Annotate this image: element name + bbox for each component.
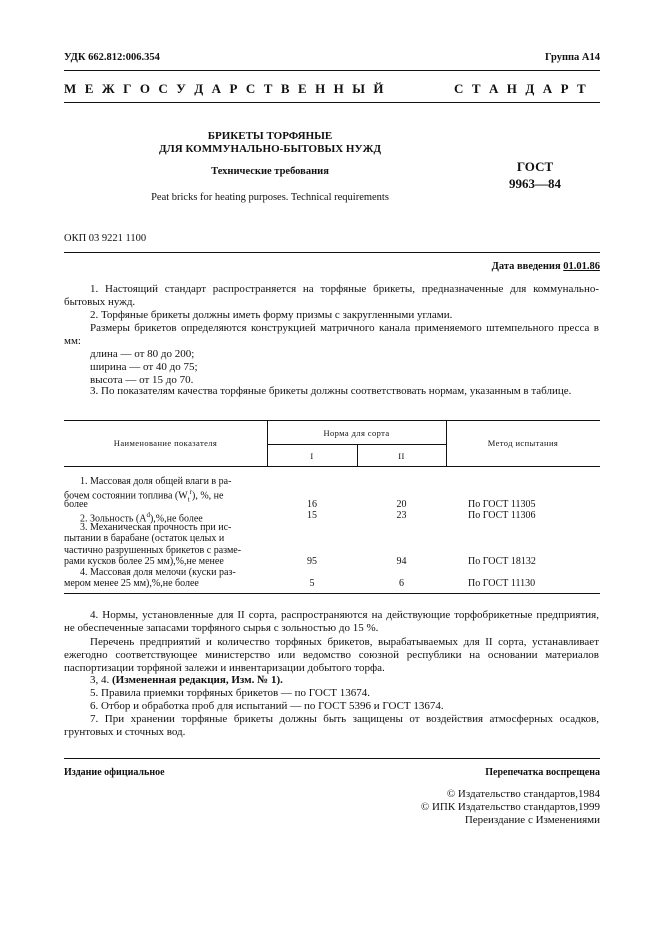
para-4: 3. По показателям качества торфяные брикеты должны соответствовать нормам, указанным в таблице. <box>90 385 572 397</box>
col-method: Метод испытания <box>487 438 559 448</box>
row1-name-3: более <box>64 499 88 510</box>
note-7: 7. При хранении торфяные брикеты должны быть защищены от воздействия атмосферных осадков, грунтовых и сточных вод. <box>64 713 599 738</box>
banner-standard: С Т А Н Д А Р Т <box>454 81 589 96</box>
row1-grade-2: 20 <box>396 499 407 510</box>
reprint-notice: Перепечатка воспрещена <box>485 767 600 778</box>
top-rule <box>64 70 600 71</box>
row1-method: По ГОСТ 11305 <box>468 499 536 510</box>
title-line-2: ДЛЯ КОММУНАЛЬНО-БЫТОВЫХ НУЖД <box>158 143 382 155</box>
note-4: 4. Нормы, установленные для II сорта, распространяются на действующие торфобрикетные предприятия, не обеспеченные запасами торфяного сырья с зольностью до 15 %. <box>64 609 599 634</box>
intro-date <box>492 261 600 272</box>
row4-method: По ГОСТ 11130 <box>468 578 536 589</box>
banner-rule <box>64 102 600 103</box>
row3-method: По ГОСТ 18132 <box>468 556 536 567</box>
row1-name-2: бочем состоянии топлива $(W_t^r)$, %, не <box>64 488 224 504</box>
row1-name-1: 1. Массовая доля общей влаги в ра- <box>80 476 232 487</box>
para-3: Размеры брикетов определяются конструкцией матричного канала применяемого штемпельного пресса в мм: <box>64 322 599 347</box>
gost-label: ГОСТ <box>516 159 554 174</box>
row4-name-1: 4. Массовая доля мелочи (куски раз- <box>80 567 236 578</box>
official-edition: Издание официальное <box>64 767 165 778</box>
col-indicator: Наименование показателя <box>113 438 218 448</box>
row1-grade-1: 16 <box>307 499 317 510</box>
okp-code: ОКП 03 9221 1100 <box>64 233 147 244</box>
banner-interstate: М Е Ж Г О С У Д А Р С Т В Е Н Н Ы Й <box>64 81 387 96</box>
row3-name-2: пытании в барабане (остаток целых и <box>64 533 225 544</box>
dim-width: ширина — от 40 до 75; <box>90 361 198 373</box>
title-line-1: БРИКЕТЫ ТОРФЯНЫЕ <box>207 130 333 142</box>
col-grade-2: II <box>398 451 405 461</box>
para-1: 1. Настоящий стандарт распространяется на торфяные брикеты, предназначенные для коммунально-бытовых нужд. <box>64 283 599 308</box>
row3-name-3: частично разрушенных брикетов с разме- <box>64 545 242 556</box>
intro-date-value: 01.01.86 <box>563 261 600 272</box>
row3-name-4: рами кусков более 25 мм),%,не менее <box>64 556 224 567</box>
table-bottom-rule <box>64 593 600 594</box>
dim-length: длина — от 80 до 200; <box>90 348 195 360</box>
copyright-1984: © Издательство стандартов,1984 <box>446 788 600 800</box>
row3-grade-1: 95 <box>307 556 317 567</box>
dim-height: высота — от 15 до 70. <box>90 374 194 386</box>
title-subtitle: Технические требования <box>211 166 329 177</box>
copyright-1999: © ИПК Издательство стандартов,1999 <box>420 801 600 813</box>
footer-rule <box>64 758 600 759</box>
row2-grade-2: 23 <box>396 510 407 521</box>
table-top-rule <box>64 420 600 421</box>
group-code: Группа А14 <box>544 52 600 63</box>
row2-method: По ГОСТ 11306 <box>468 510 536 521</box>
note-5: 5. Правила приемки торфяных брикетов — по ГОСТ 13674. <box>90 687 371 699</box>
col-grade-1: I <box>310 451 314 461</box>
row3-grade-2: 94 <box>396 556 407 567</box>
intro-date-label: Дата введения <box>491 261 561 272</box>
col-norm: Норма для сорта <box>323 428 390 438</box>
row3-name-1: 3. Механическая прочность при ис- <box>80 522 232 533</box>
row2-grade-1: 15 <box>307 510 317 521</box>
note-6: 6. Отбор и обработка проб для испытаний — по ГОСТ 5396 и ГОСТ 13674. <box>90 700 444 712</box>
reissue-note: Переиздание с Изменениями <box>464 814 600 826</box>
para-2: 2. Торфяные брикеты должны иметь форму призмы с закругленными углами. <box>90 309 453 321</box>
title-english: Peat bricks for heating purposes. Technical requirements <box>151 192 389 203</box>
row4-name-2: мером менее 25 мм),%,не более <box>64 578 199 589</box>
note-edition: 3, 4. (Измененная редакция, Изм. № 1). <box>90 674 283 686</box>
udk-code: УДК 662.812:006.354 <box>64 52 160 63</box>
table-header-rule <box>64 466 600 467</box>
gost-number: 9963—84 <box>509 176 561 191</box>
note-list: Перечень предприятий и количество торфяных брикетов, вырабатываемых для II сорта, устанавливает ежегодно соответствующее министерство или ведомство союзной республики на основании материалов паспортизации торфяной залежи и инвентаризации добытого торфа. <box>64 636 599 674</box>
row4-grade-2: 6 <box>399 578 404 589</box>
okp-rule <box>64 252 600 253</box>
row2-name: 2. Зольность $(A^d),\%,не$ более <box>80 511 203 525</box>
row4-grade-1: 5 <box>309 578 315 589</box>
